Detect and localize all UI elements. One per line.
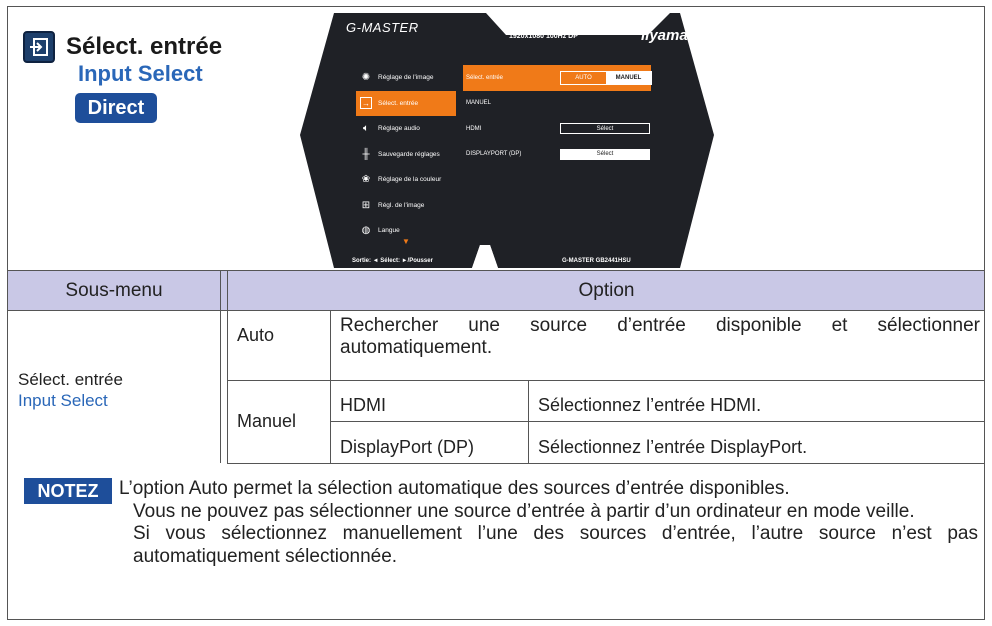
table-row-hdmi-name: HDMI — [340, 395, 386, 415]
scroll-down-icon: ▼ — [402, 237, 410, 246]
speaker-icon: 🔈︎ — [363, 123, 369, 135]
option-manuel[interactable]: MANUEL — [606, 72, 651, 84]
brightness-icon: ✺ — [361, 72, 371, 84]
table-row-dp-desc: Sélectionnez l’entrée DisplayPort. — [538, 437, 808, 457]
page-title: Sélect. entrée — [66, 33, 223, 60]
osd-menu — [356, 65, 476, 244]
osd-menu-label: Réglage de la couleur — [378, 176, 442, 184]
osd-brand: G-MASTER — [346, 20, 419, 35]
option-auto[interactable]: AUTO — [575, 75, 592, 81]
note-line: Vous ne pouvez pas sélectionner une source d’entrée à partir d’un ordinateur en mode veille. — [133, 500, 915, 522]
osd-menu-item[interactable] — [356, 218, 476, 244]
note-line: L’option Auto permet la sélection automatique des sources d’entrée disponibles. — [119, 478, 790, 499]
osd-menu-label: Réglage audio — [378, 125, 420, 133]
manual-page — [7, 6, 985, 620]
input-arrow-icon: → — [362, 98, 370, 108]
osd-submenu-row — [463, 91, 663, 117]
osd-screenshot — [276, 13, 714, 268]
table-row-dp-name: DisplayPort (DP) — [340, 437, 475, 457]
divider — [330, 311, 331, 463]
osd-menu-item[interactable] — [356, 116, 476, 142]
layout-icon: ⊞ — [361, 199, 371, 211]
globe-icon: ◍ — [361, 225, 371, 237]
direct-badge: Direct — [75, 93, 157, 123]
page-subtitle: Input Select — [78, 61, 203, 86]
color-circles-icon: ❀ — [361, 174, 371, 186]
osd-menu-label: Sélect. entrée — [378, 99, 419, 107]
osd-menu-label: Réglage de l'image — [378, 74, 434, 82]
osd-menu-label: Régl. de l'image — [378, 201, 425, 209]
osd-menu-label: Langue — [378, 227, 400, 235]
submenu-name-en: Input Select — [18, 391, 108, 410]
osd-menu-item-active[interactable] — [356, 91, 456, 117]
divider — [227, 463, 984, 464]
option-auto-label: Auto — [237, 325, 275, 345]
osd-menu-item[interactable] — [356, 142, 476, 168]
osd-footer-controls: Sortie: ◄ Sélect: ►/Pousser — [352, 258, 433, 264]
osd-submenu-label: HDMI — [466, 125, 482, 132]
osd-submenu-title-row[interactable] — [463, 65, 651, 91]
section-header — [8, 7, 984, 271]
header-option: Option — [578, 280, 635, 301]
osd-submenu-title: Sélect. entrée — [466, 74, 504, 81]
osd-footer-model: G-MASTER GB2441HSU — [562, 258, 631, 264]
osd-menu-label: Sauvegarde réglages — [378, 150, 440, 158]
osd-menu-item[interactable] — [356, 193, 476, 219]
table-header — [8, 271, 984, 311]
input-arrow-icon — [23, 31, 55, 63]
option-auto-description: Rechercher une source d’entrée disponible et sélectionner automatiquement. — [340, 315, 980, 358]
osd-submenu-label: MANUEL — [466, 100, 492, 107]
header-submenu: Sous-menu — [65, 280, 163, 301]
divider — [220, 271, 221, 463]
option-manuel-label: Manuel — [237, 411, 297, 431]
osd-resolution: 1920x1080 100Hz DP — [509, 33, 578, 40]
osd-menu-item[interactable] — [356, 167, 476, 193]
dp-select-button[interactable]: Sélect — [560, 149, 650, 160]
divider — [330, 421, 984, 422]
osd-submenu-row[interactable] — [463, 116, 663, 142]
note-text — [119, 478, 978, 568]
note-line: Si vous sélectionnez manuellement l’une des sources d’entrée, l’autre source n’est pas automatiquement sélectionnée. — [133, 523, 978, 567]
divider — [227, 380, 984, 381]
auto-manuel-toggle[interactable] — [560, 71, 652, 85]
osd-submenu-row[interactable] — [463, 142, 663, 168]
note-badge: NOTEZ — [24, 478, 112, 504]
submenu-name-fr: Sélect. entrée — [18, 370, 123, 389]
table-row-hdmi-desc: Sélectionnez l’entrée HDMI. — [538, 395, 762, 415]
osd-submenu — [463, 65, 663, 167]
osd-menu-item[interactable] — [356, 65, 476, 91]
osd-submenu-label: DISPLAYPORT (DP) — [466, 151, 522, 158]
osd-logo: iiyama — [641, 27, 688, 44]
hdmi-select-button[interactable]: Sélect — [560, 123, 650, 134]
divider — [227, 271, 228, 463]
sliders-icon: ╫ — [362, 148, 370, 160]
